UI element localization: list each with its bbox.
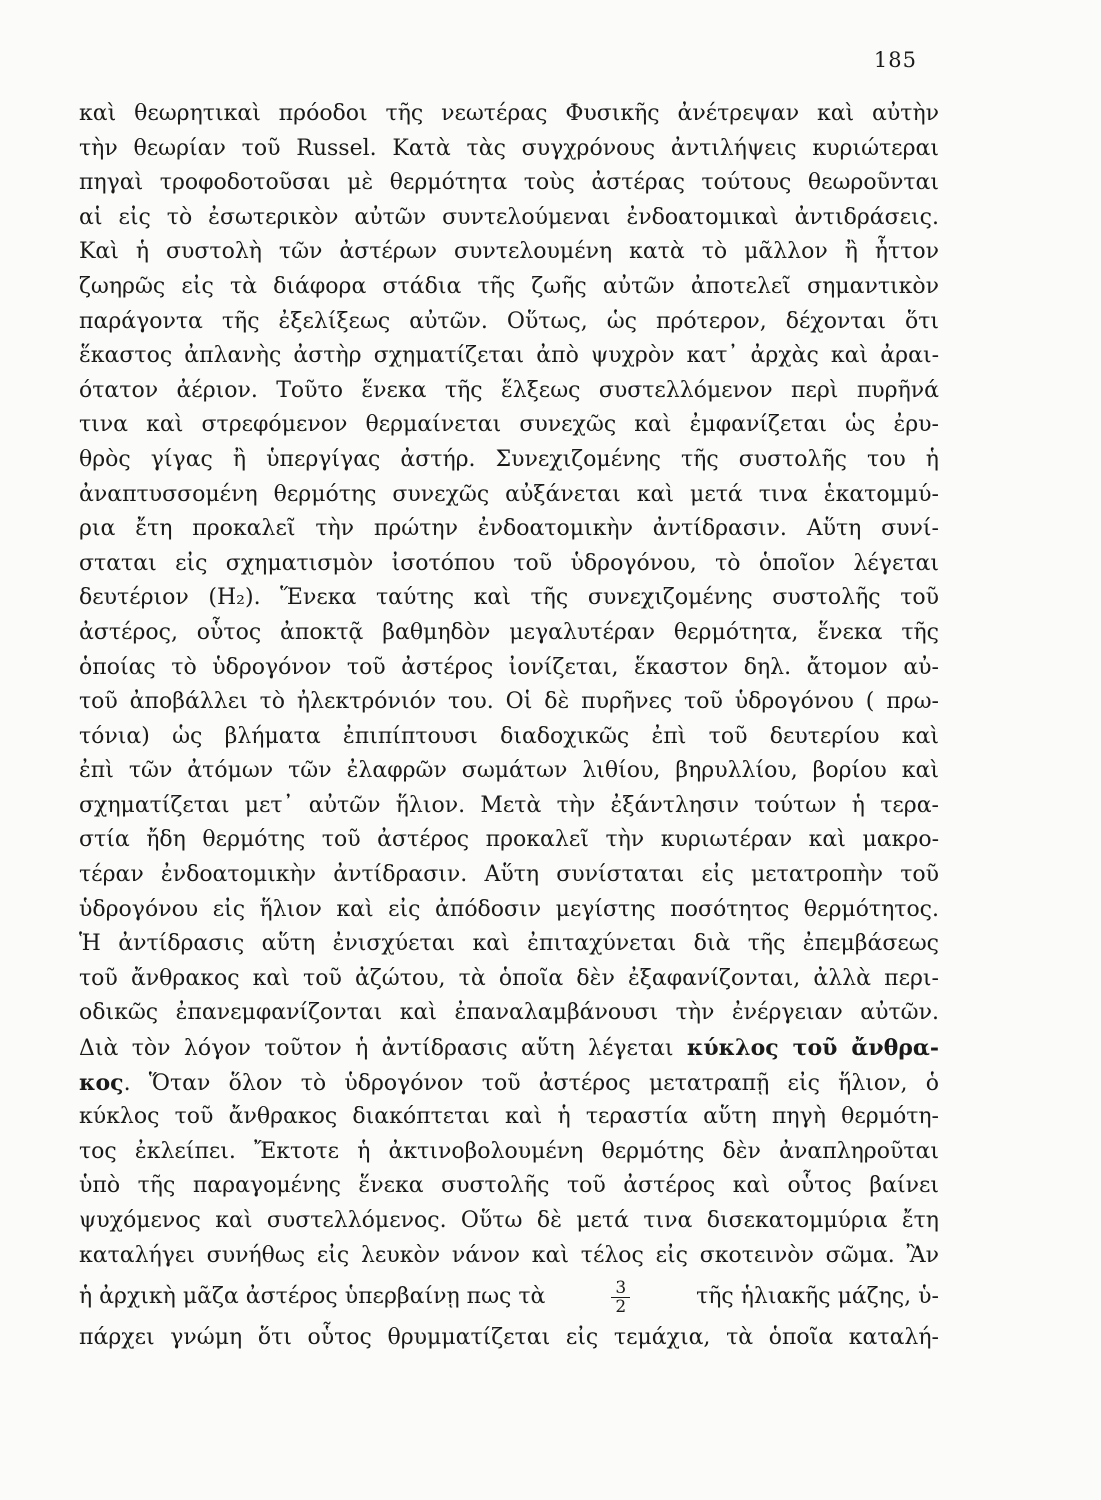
text-line: ἐπὶ τῶν ἀτόμων τῶν ἐλαφρῶν σωμάτων λιθίου, βηρυλλίου, βορίου καὶ [79, 758, 939, 784]
text-line: τινα καὶ στρεφόμενον θερμαίνεται συνεχῶς καὶ ἐμφανίζεται ὡς ἐρυ- [79, 412, 939, 438]
bold-term: κος [79, 1069, 124, 1096]
text-line-with-bold [79, 1066, 939, 1101]
fraction-denominator: 2 [615, 1296, 627, 1317]
text-line: τὴν θεωρίαν τοῦ Russel. Κατὰ τὰς συγχρόνους ἀντιλήψεις κυριώτεραι [79, 135, 939, 161]
text-line: ὑπὸ τῆς παραγομένης ἕνεκα συστολῆς τοῦ ἀστέρος καὶ οὗτος βαίνει [79, 1173, 939, 1199]
text-line: σταται εἰς σχηματισμὸν ἰσοτόπου τοῦ ὑδρογόνου, τὸ ὁποῖον λέγεται [79, 550, 939, 576]
text-line: πάρχει γνώμη ὅτι οὗτος θρυμματίζεται εἰς τεμάχια, τὰ ὁποῖα καταλή- [79, 1325, 939, 1351]
text-line: ζωηρῶς εἰς τὰ διάφορα στάδια τῆς ζωῆς αὐτῶν ἀποτελεῖ σημαντικὸν [79, 273, 939, 299]
page-number: 185 [873, 48, 917, 72]
text-line: δευτέριον (H₂). Ἕνεκα ταύτης καὶ τῆς συνεχιζομένης συστολῆς τοῦ [79, 585, 939, 611]
text-line: ἀστέρος, οὗτος ἀποκτᾷ βαθμηδὸν μεγαλυτέραν θερμότητα, ἕνεκα τῆς [79, 619, 939, 645]
text-line: ὑδρογόνου εἰς ἥλιον καὶ εἰς ἀπόδοσιν μεγίστης ποσότητος θερμότητος. [79, 896, 939, 922]
text-line: θρὸς γίγας ἢ ὑπεργίγας ἀστήρ. Συνεχιζομένης τῆς συστολῆς του ἡ [79, 446, 939, 472]
text-segment: . Ὅταν ὅλον τὸ ὑδρογόνον τοῦ ἀστέρος μετατραπῇ εἰς ἥλιον, ὁ [123, 1070, 939, 1096]
text-line-with-bold [79, 1031, 939, 1066]
text-line: κύκλος τοῦ ἄνθρακος διακόπτεται καὶ ἡ τεραστία αὕτη πηγὴ θερμότη- [79, 1104, 939, 1130]
text-line: οδικῶς ἐπανεμφανίζονται καὶ ἐπαναλαμβάνουσι τὴν ἐνέργειαν αὐτῶν. [79, 1000, 939, 1026]
text-line: αἱ εἰς τὸ ἐσωτερικὸν αὐτῶν συντελούμεναι ἐνδοατομικαὶ ἀντιδράσεις. [79, 204, 939, 230]
text-line: παράγοντα τῆς ἐξελίξεως αὐτῶν. Οὕτως, ὡς πρότερον, δέχονται ὅτι [79, 308, 939, 334]
text-line: πηγαὶ τροφοδοτοῦσαι μὲ θερμότητα τοὺς ἀστέρας τούτους θεωροῦνται [79, 170, 939, 196]
text-line: τος ἐκλείπει. Ἔκτοτε ἡ ἀκτινοβολουμένη θερμότης δὲν ἀναπληροῦται [79, 1138, 939, 1164]
text-line: τοῦ ἄνθρακος καὶ τοῦ ἀζώτου, τὰ ὁποῖα δὲν ἐξαφανίζονται, ἀλλὰ περι- [79, 965, 939, 991]
text-line: ὁποίας τὸ ὑδρογόνον τοῦ ἀστέρος ἰονίζεται, ἕκαστον δηλ. ἄτομον αὐ- [79, 654, 939, 680]
text-line: τόνια) ὡς βλήματα ἐπιπίπτουσι διαδοχικῶς ἐπὶ τοῦ δευτερίου καὶ [79, 723, 939, 749]
text-line: τοῦ ἀποβάλλει τὸ ἠλεκτρόνιόν του. Οἱ δὲ πυρῆνες τοῦ ὑδρογόνου ( πρω- [79, 689, 939, 715]
text-line-with-fraction [79, 1273, 939, 1321]
text-line: ότατον ἀέριον. Τοῦτο ἕνεκα τῆς ἕλξεως συστελλόμενον περὶ πυρῆνά [79, 377, 939, 403]
text-line: ψυχόμενος καὶ συστελλόμενος. Οὕτω δὲ μετά τινα δισεκατομμύρια ἔτη [79, 1208, 939, 1233]
text-line: ρια ἔτη προκαλεῖ τὴν πρώτην ἐνδοατομικὴν ἀντίδρασιν. Αὕτη συνί- [79, 516, 939, 542]
text-line: ἀναπτυσσομένη θερμότης συνεχῶς αὐξάνεται καὶ μετά τινα ἑκατομμύ- [79, 481, 939, 507]
text-segment: τῆς ἡλιακῆς μάζης, ὑ- [696, 1284, 939, 1310]
fraction [611, 1279, 630, 1316]
text-line: Ἡ ἀντίδρασις αὕτη ἐνισχύεται καὶ ἐπιταχύνεται διὰ τῆς ἐπεμβάσεως [79, 931, 939, 957]
text-line: στία ἤδη θερμότης τοῦ ἀστέρος προκαλεῖ τὴν κυριωτέραν καὶ μακρο- [79, 827, 939, 853]
text-segment: Διὰ τὸν λόγον τοῦτον ἡ ἀντίδρασις αὕτη λέγεται [79, 1036, 674, 1062]
text-segment: ἡ ἀρχικὴ μᾶζα ἀστέρος ὑπερβαίνῃ πως τὰ [79, 1284, 546, 1310]
bold-term: κύκλος τοῦ ἄνθρα- [686, 1035, 939, 1062]
text-line: καὶ θεωρητικαὶ πρόοδοι τῆς νεωτέρας Φυσικῆς ἀνέτρεψαν καὶ αὐτὴν [79, 101, 939, 126]
text-line: ἕκαστος ἀπλανὴς ἀστὴρ σχηματίζεται ἀπὸ ψυχρὸν κατ᾽ ἀρχὰς καὶ ἀραι- [79, 343, 939, 369]
text-body [79, 97, 939, 1356]
text-line: τέραν ἐνδοατομικὴν ἀντίδρασιν. Αὕτη συνίσταται εἰς μετατροπὴν τοῦ [79, 862, 939, 888]
text-line: καταλήγει συνήθως εἰς λευκὸν νάνον καὶ τέλος εἰς σκοτεινὸν σῶμα. Ἂν [79, 1242, 939, 1268]
text-line: Καὶ ἡ συστολὴ τῶν ἀστέρων συντελουμένη κατὰ τὸ μᾶλλον ἢ ἧττον [79, 239, 939, 265]
fraction-numerator: 3 [611, 1279, 630, 1298]
text-line: σχηματίζεται μετ᾽ αὐτῶν ἥλιον. Μετὰ τὴν ἐξάντλησιν τούτων ἡ τερα- [79, 792, 939, 818]
